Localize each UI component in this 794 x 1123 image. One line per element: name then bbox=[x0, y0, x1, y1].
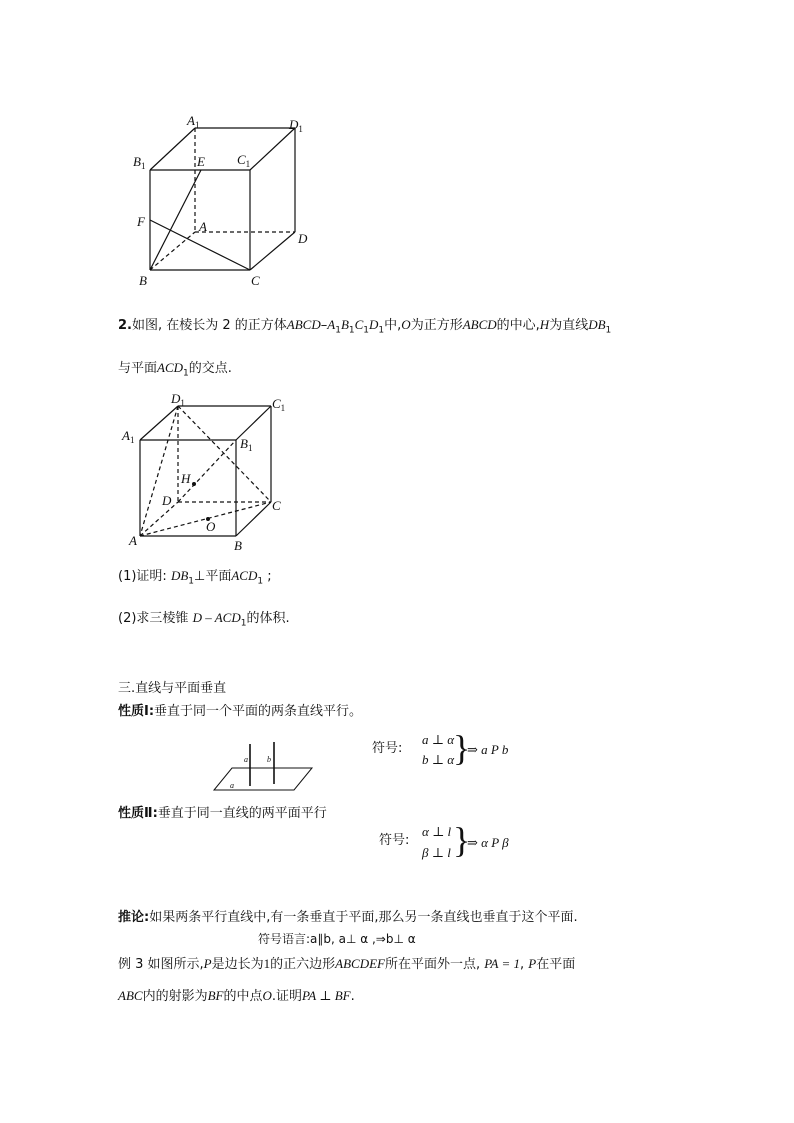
label-C1: $C_1$ bbox=[272, 396, 286, 413]
label-D: D bbox=[162, 493, 172, 508]
label-A1: $A_1$ bbox=[122, 428, 135, 445]
corollary-symbolic: 符号语言:a∥b, a⊥ α ,⇒b⊥ α bbox=[258, 932, 416, 946]
edge-CD bbox=[250, 232, 295, 270]
label-A: A bbox=[129, 533, 137, 548]
label-C: C bbox=[251, 273, 260, 288]
property-1: 性质Ⅰ:垂直于同一个平面的两条直线平行。 bbox=[118, 704, 363, 719]
svg-text:a: a bbox=[230, 781, 234, 790]
property-1-symbol-label: 符号: bbox=[372, 741, 403, 756]
property-2-cond-a: α ⊥ l bbox=[422, 824, 452, 839]
problem-2-line-1: 2.如图, 在棱长为 2 的正方体ABCD–$A_1B_1C_1D_1$中,O为正方形ABCD的中心,H为直线$DB_1$ bbox=[118, 317, 612, 336]
label-F: F bbox=[137, 214, 145, 229]
property-2-result: ⇒ α P β bbox=[467, 835, 509, 850]
example-3-line-1: 例 3 如图所示,P是边长为1的正六边形ABCDEF所在平面外一点, PA = 1, P在平面 bbox=[118, 956, 576, 972]
point-H bbox=[192, 482, 196, 486]
problem-2-line-2: 与平面$ACD_1$的交点. bbox=[118, 360, 232, 379]
label-C1: $C_1$ bbox=[237, 152, 251, 169]
segment-BE bbox=[150, 170, 201, 270]
figure-cube-1 bbox=[125, 110, 325, 295]
property-2: 性质Ⅱ:垂直于同一直线的两平面平行 bbox=[118, 806, 327, 821]
property-1-result: ⇒ a P b bbox=[467, 742, 509, 757]
label-E: E bbox=[197, 154, 205, 169]
brace-1: } bbox=[453, 728, 471, 768]
label-B: B bbox=[139, 273, 147, 288]
question-1: (1)证明: $DB_1\perp$平面$ACD_1$ ; bbox=[118, 568, 272, 587]
property-2-cond-b: β ⊥ l bbox=[422, 845, 451, 860]
question-2: (2)求三棱锥 D – $ACD_1$的体积. bbox=[118, 610, 290, 629]
label-D1: $D_1$ bbox=[171, 391, 185, 408]
figure-cube-2 bbox=[118, 388, 298, 553]
label-D: D bbox=[298, 231, 308, 246]
label-A: A bbox=[199, 219, 207, 234]
svg-text:a: a bbox=[244, 755, 248, 764]
property-1-cond-b: b ⊥ α bbox=[422, 752, 455, 767]
edge-BA bbox=[150, 232, 195, 270]
label-H: H bbox=[181, 471, 191, 486]
label-B: B bbox=[234, 538, 242, 553]
problem-number: 2. bbox=[118, 318, 132, 333]
edge-B1A1 bbox=[150, 128, 195, 170]
label-O: O bbox=[206, 519, 216, 534]
corollary: 推论:如果两条平行直线中,有一条垂直于平面,那么另一条直线也垂直于这个平面. bbox=[118, 910, 578, 925]
property-2-symbol-label: 符号: bbox=[379, 833, 410, 848]
label-A1: $A_1$ bbox=[187, 113, 200, 130]
property-1-cond-a: a ⊥ α bbox=[422, 732, 455, 747]
label-C: C bbox=[272, 498, 281, 513]
brace-2: } bbox=[453, 820, 471, 860]
section-heading: 三.直线与平面垂直 bbox=[118, 681, 227, 696]
example-3-line-2: ABC内的射影为BF的中点O.证明PA ⊥ BF. bbox=[118, 988, 355, 1004]
label-B1: $B_1$ bbox=[133, 154, 146, 171]
label-B1: $B_1$ bbox=[240, 436, 253, 453]
label-D1: $D_1$ bbox=[289, 117, 303, 134]
edge-C1D1 bbox=[250, 128, 295, 170]
figure-parallel-lines bbox=[212, 738, 322, 794]
svg-text:b: b bbox=[267, 755, 271, 764]
